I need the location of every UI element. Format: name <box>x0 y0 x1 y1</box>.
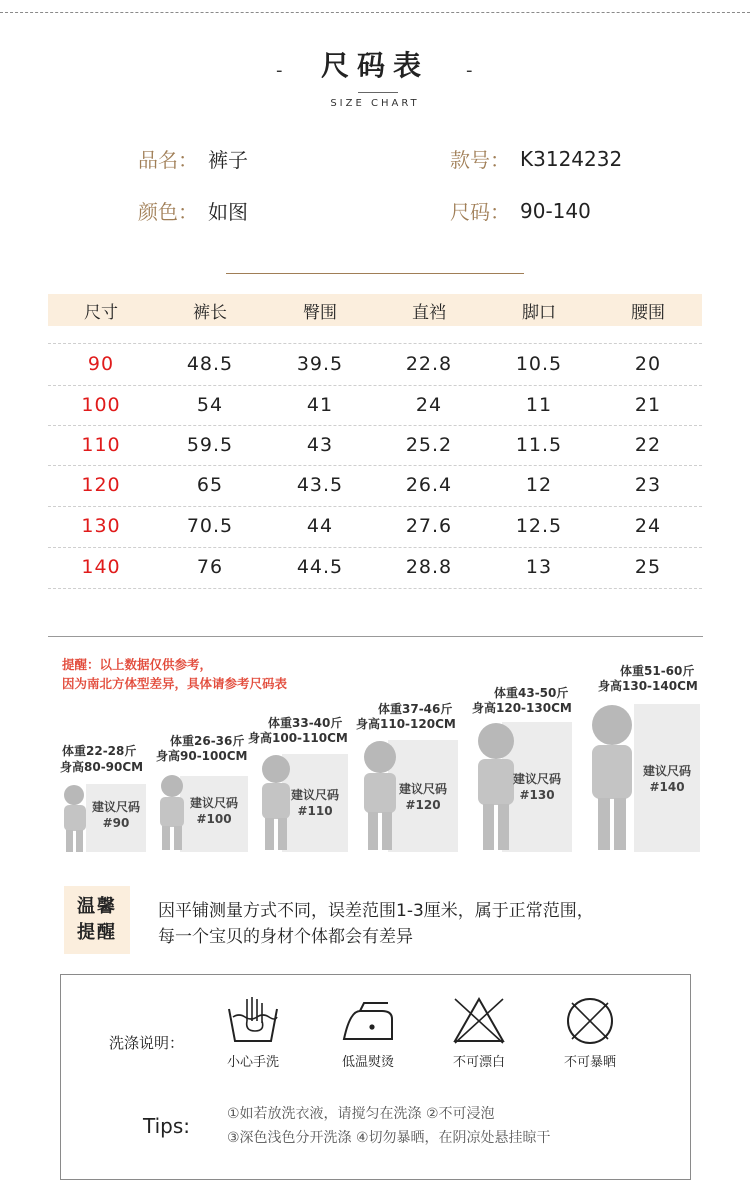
wash-caption: 低温熨烫 <box>341 1055 394 1070</box>
cell-leg-opening: 12.5 <box>515 515 563 537</box>
kid-rec-size: #140 <box>649 780 685 794</box>
kid-silhouette-icon <box>256 754 296 852</box>
cell-size: 90 <box>87 353 115 375</box>
product-name-label: 品名： <box>138 148 198 172</box>
product-color-value: 如图 <box>208 200 248 224</box>
kid-height: 身高80-90CM <box>60 760 144 774</box>
cell-leg-opening: 13 <box>525 556 553 578</box>
cell-waist: 25 <box>634 556 662 578</box>
reminder-line-1: 提醒：以上数据仅供参考， <box>62 657 213 672</box>
kid-height: 身高120-130CM <box>472 701 572 715</box>
badge-line-2: 提醒 <box>77 922 117 943</box>
reference-reminder <box>62 655 287 693</box>
cell-size: 110 <box>81 434 121 456</box>
cell-length: 70.5 <box>186 515 234 537</box>
product-style-value: K3124232 <box>520 146 623 171</box>
table-divider <box>48 343 702 344</box>
table-row <box>48 547 702 587</box>
cell-length: 59.5 <box>186 434 234 456</box>
table-row <box>48 465 702 505</box>
size-table-header <box>48 294 702 326</box>
table-row <box>48 425 702 465</box>
low-iron-icon <box>338 995 398 1047</box>
cell-waist: 22 <box>634 434 662 456</box>
cell-leg-opening: 12 <box>525 474 553 496</box>
wash-label: 洗涤说明： <box>109 1034 185 1052</box>
wash-instructions-box <box>60 974 691 1180</box>
product-size-value: 90-140 <box>520 198 591 223</box>
header-leg-opening: 脚口 <box>522 302 556 323</box>
kid-rec-label: 建议尺码 <box>290 788 339 802</box>
kid-height: 身高110-120CM <box>356 717 456 731</box>
product-style-label: 款号： <box>450 148 510 172</box>
cell-size: 130 <box>81 515 121 537</box>
wash-item-low-iron <box>313 995 423 1070</box>
reminder-line-2: 因为南北方体型差异，具体请参考尺码表 <box>62 676 288 691</box>
cell-waist: 21 <box>634 394 662 416</box>
warm-reminder-badge <box>64 886 130 954</box>
product-color-label: 颜色： <box>138 200 198 224</box>
cell-leg-opening: 10.5 <box>515 353 563 375</box>
header-length: 裤长 <box>193 302 227 323</box>
cell-rise: 25.2 <box>405 434 453 456</box>
kid-rec-size: #110 <box>297 804 333 818</box>
warm-text-line-2: 每一个宝贝的身材个体都会有差异 <box>158 927 413 947</box>
hand-wash-icon <box>225 995 281 1047</box>
cell-hip: 41 <box>306 394 334 416</box>
cell-length: 76 <box>196 556 224 578</box>
kid-height: 身高130-140CM <box>598 679 698 693</box>
kid-height: 身高100-110CM <box>248 731 348 745</box>
kid-rec-size: #100 <box>196 812 232 826</box>
cell-rise: 28.8 <box>405 556 453 578</box>
cell-length: 65 <box>196 474 224 496</box>
kid-weight: 体重51-60斤 <box>620 664 695 678</box>
header-hip: 臀围 <box>303 302 337 323</box>
cell-hip: 43.5 <box>296 474 344 496</box>
info-divider <box>226 273 524 274</box>
title-underline <box>358 92 398 93</box>
kid-weight: 体重33-40斤 <box>268 716 343 730</box>
kid-rec-size: #120 <box>405 798 441 812</box>
wash-item-no-bleach <box>424 995 534 1070</box>
product-size-row <box>450 196 591 225</box>
kid-rec-size: #130 <box>519 788 555 802</box>
title-dash-left: - <box>276 60 283 81</box>
cell-hip: 43 <box>306 434 334 456</box>
no-tumble-dry-icon <box>562 995 618 1047</box>
header-waist: 腰围 <box>631 302 665 323</box>
kid-weight: 体重43-50斤 <box>494 686 569 700</box>
header-size: 尺寸 <box>84 302 118 323</box>
product-name-row <box>138 144 248 173</box>
kid-weight: 体重22-28斤 <box>62 744 137 758</box>
section-divider <box>48 636 703 637</box>
kid-rec-label: 建议尺码 <box>91 800 140 814</box>
title-dash-right: - <box>466 60 473 81</box>
table-bottom-divider <box>48 588 702 589</box>
kid-weight: 体重37-46斤 <box>378 702 453 716</box>
warm-reminder-text <box>158 898 594 950</box>
cell-hip: 44 <box>306 515 334 537</box>
wash-caption: 不可暴晒 <box>563 1055 616 1070</box>
cell-size: 100 <box>81 394 121 416</box>
kid-rec-label: 建议尺码 <box>512 772 561 786</box>
product-name-value: 裤子 <box>208 148 248 172</box>
cell-leg-opening: 11.5 <box>515 434 563 456</box>
table-row <box>48 385 702 425</box>
page-title: 尺码表 <box>320 49 429 82</box>
wash-item-no-sun <box>535 995 645 1070</box>
kid-height: 身高90-100CM <box>156 749 248 763</box>
cell-size: 140 <box>81 556 121 578</box>
page-subtitle: SIZE CHART <box>330 98 420 109</box>
wash-item-hand-wash <box>198 995 308 1070</box>
kid-rec-label: 建议尺码 <box>189 796 238 810</box>
kid-silhouette-icon <box>472 722 520 852</box>
kid-rec-size: #90 <box>102 816 130 830</box>
product-style-row <box>450 144 622 173</box>
cell-rise: 26.4 <box>405 474 453 496</box>
cell-rise: 24 <box>415 394 443 416</box>
tips-line-2: ③深色浅色分开洗涤 ④切勿暴晒，在阴凉处悬挂晾干 <box>227 1130 551 1146</box>
cell-rise: 27.6 <box>405 515 453 537</box>
wash-caption: 小心手洗 <box>226 1055 279 1070</box>
cell-hip: 44.5 <box>296 556 344 578</box>
cell-waist: 23 <box>634 474 662 496</box>
kid-weight: 体重26-36斤 <box>170 734 245 748</box>
cell-hip: 39.5 <box>296 353 344 375</box>
top-dashed-divider <box>0 12 750 13</box>
product-size-label: 尺码： <box>450 200 510 224</box>
header-rise: 直裆 <box>412 302 446 323</box>
kid-rec-label: 建议尺码 <box>642 764 691 778</box>
cell-length: 48.5 <box>186 353 234 375</box>
cell-rise: 22.8 <box>405 353 453 375</box>
badge-line-1: 温馨 <box>77 896 117 917</box>
wash-caption: 不可漂白 <box>452 1055 505 1070</box>
cell-size: 120 <box>81 474 121 496</box>
kid-rec-label: 建议尺码 <box>398 782 447 796</box>
tips-label: Tips: <box>143 1114 191 1138</box>
cell-waist: 24 <box>634 515 662 537</box>
product-color-row <box>138 196 248 225</box>
title-block <box>0 44 750 84</box>
tips-line-1: ①如若放洗衣液，请搅匀在洗涤 ②不可浸泡 <box>227 1106 495 1122</box>
cell-waist: 20 <box>634 353 662 375</box>
table-row <box>48 345 702 385</box>
table-row <box>48 506 702 546</box>
no-bleach-icon <box>451 995 507 1047</box>
kid-silhouette-icon <box>586 704 638 852</box>
cell-leg-opening: 11 <box>525 394 553 416</box>
warm-text-line-1: 因平铺测量方式不同，误差范围1-3厘米，属于正常范围， <box>158 901 594 921</box>
cell-length: 54 <box>196 394 224 416</box>
